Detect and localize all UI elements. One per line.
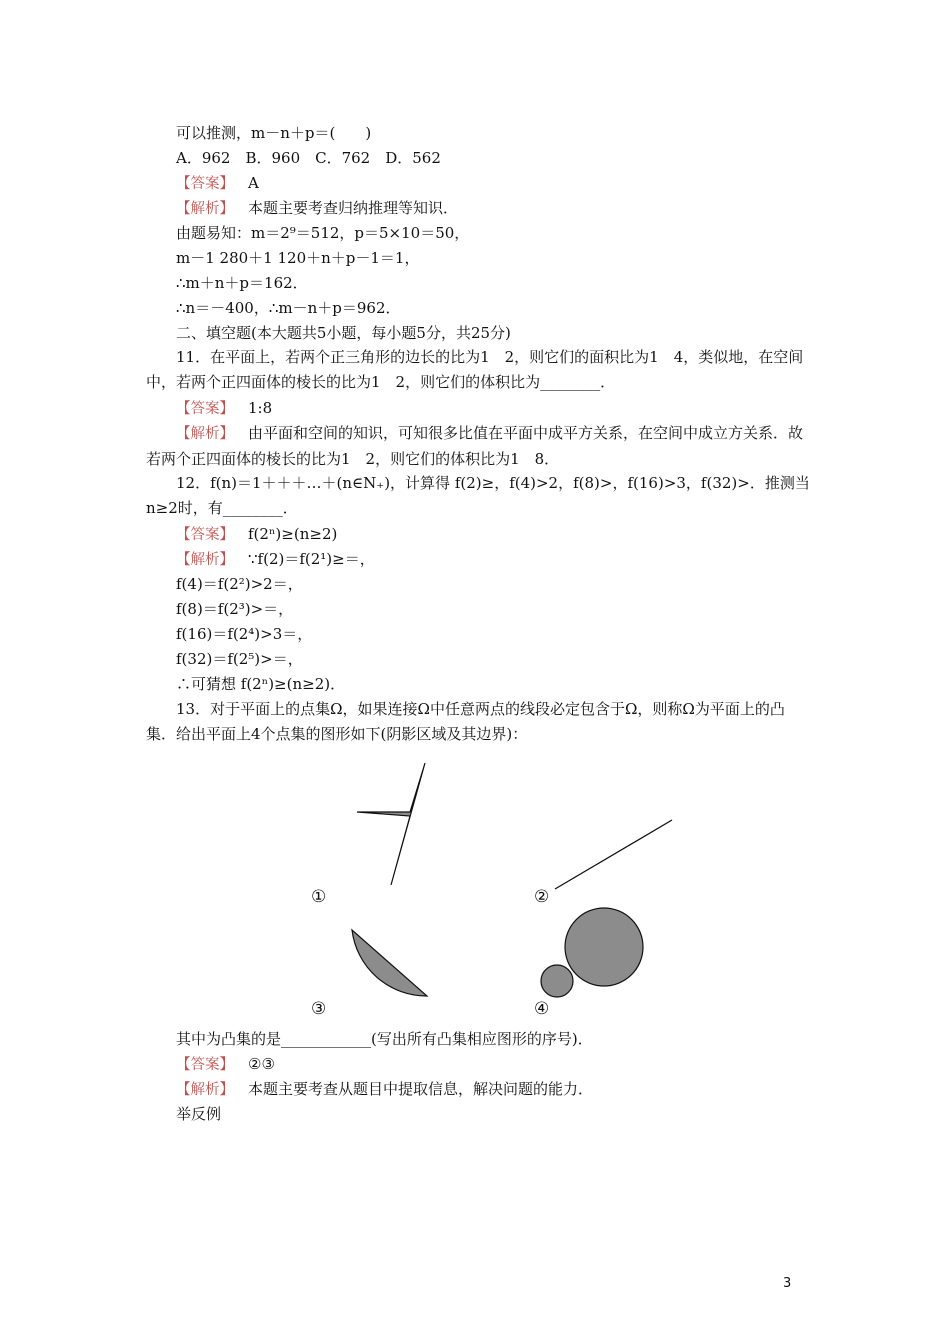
figure-3-half-disk: [352, 930, 427, 996]
figure-1-shape: [357, 763, 425, 885]
figure-label-4: ④: [534, 999, 550, 1019]
q13-question: 13．对于平面上的点集Ω，如果连接Ω中任意两点的线段必定包含于Ω，则称Ω为平面上的凸集．给出平面上4个点集的图形如下(阴影区域及其边界)：: [146, 700, 785, 743]
q12-step2: f(8)＝f(2³)>＝，: [176, 600, 294, 618]
figure-label-3: ③: [311, 999, 327, 1019]
figure-label-2: ②: [534, 887, 550, 907]
q12-step1: f(4)＝f(2²)>2＝，: [176, 575, 303, 593]
q12-analysis: ∵f(2)＝f(2¹)≥＝，: [248, 550, 375, 568]
answer-tag: 【答案】: [176, 401, 234, 417]
q10-step2: m－1 280＋1 120＋n＋p－1＝1，: [176, 249, 420, 267]
q10-step1: 由题易知：m＝2⁹＝512，p＝5×10＝50，: [176, 224, 470, 242]
q12-step4: f(32)＝f(2⁵)>＝，: [176, 650, 303, 668]
q10-prompt-line: 可以推测，m－n＋p＝( ): [176, 124, 372, 142]
q12-answer: f(2ⁿ)≥(n≥2): [248, 525, 338, 543]
q10-analysis: 本题主要考查归纳推理等知识．: [248, 199, 459, 217]
q13-analysis-line: [176, 1079, 593, 1100]
figure-4-large-circle: [565, 908, 643, 986]
answer-tag: 【答案】: [176, 1057, 234, 1073]
q10-step4: ∴n＝－400，∴m－n＋p＝962．: [176, 299, 401, 317]
analysis-tag: 【解析】: [176, 201, 234, 217]
q10-options: A．962 B．960 C．762 D．562: [176, 149, 441, 167]
answer-tag: 【答案】: [176, 527, 234, 543]
q12-question: 12．f(n)＝1＋＋＋…＋(n∈N₊)，计算得 f(2)≥，f(4)>2，f(8)>，f(16)>3，f(32)>．推测当n≥2时，有________．: [146, 474, 810, 517]
section-title: 二、填空题(本大题共5小题，每小题5分，共25分): [176, 324, 511, 342]
page-number: 3: [783, 1276, 792, 1291]
q13-counterexample: 举反例: [176, 1105, 222, 1123]
q12-step5: ∴可猜想 f(2ⁿ)≥(n≥2)．: [176, 675, 346, 693]
q12-step3: f(16)＝f(2⁴)>3＝，: [176, 625, 313, 643]
q13-answer-line: [176, 1054, 275, 1075]
q11-answer: 1:8: [248, 399, 273, 417]
analysis-tag: 【解析】: [176, 1082, 234, 1098]
figure-4-small-circle: [541, 965, 573, 997]
analysis-tag: 【解析】: [176, 426, 234, 442]
answer-tag: 【答案】: [176, 176, 234, 192]
q10-answer: A: [248, 174, 259, 192]
q10-step3: ∴m＋n＋p＝162．: [176, 274, 308, 292]
q13-fill-blank: 其中为凸集的是____________(写出所有凸集相应图形的序号)．: [176, 1030, 593, 1048]
q11-analysis: 由平面和空间的知识，可知很多比值在平面中成平方关系，在空间中成立方关系．故若两个正四面体的棱长的比为1 2，则它们的体积比为1 8．: [146, 424, 804, 468]
figure-label-1: ①: [311, 887, 327, 907]
analysis-tag: 【解析】: [176, 552, 234, 568]
q11-question: 11．在平面上，若两个正三角形的边长的比为1 2，则它们的面积比为1 4，类似地，在空间中，若两个正四面体的棱长的比为1 2，则它们的体积比为________．: [146, 348, 804, 391]
q13-analysis: 本题主要考查从题目中提取信息，解决问题的能力．: [248, 1080, 594, 1098]
figure-2-segment: [555, 820, 672, 889]
q13-answer: ②③: [248, 1055, 275, 1073]
